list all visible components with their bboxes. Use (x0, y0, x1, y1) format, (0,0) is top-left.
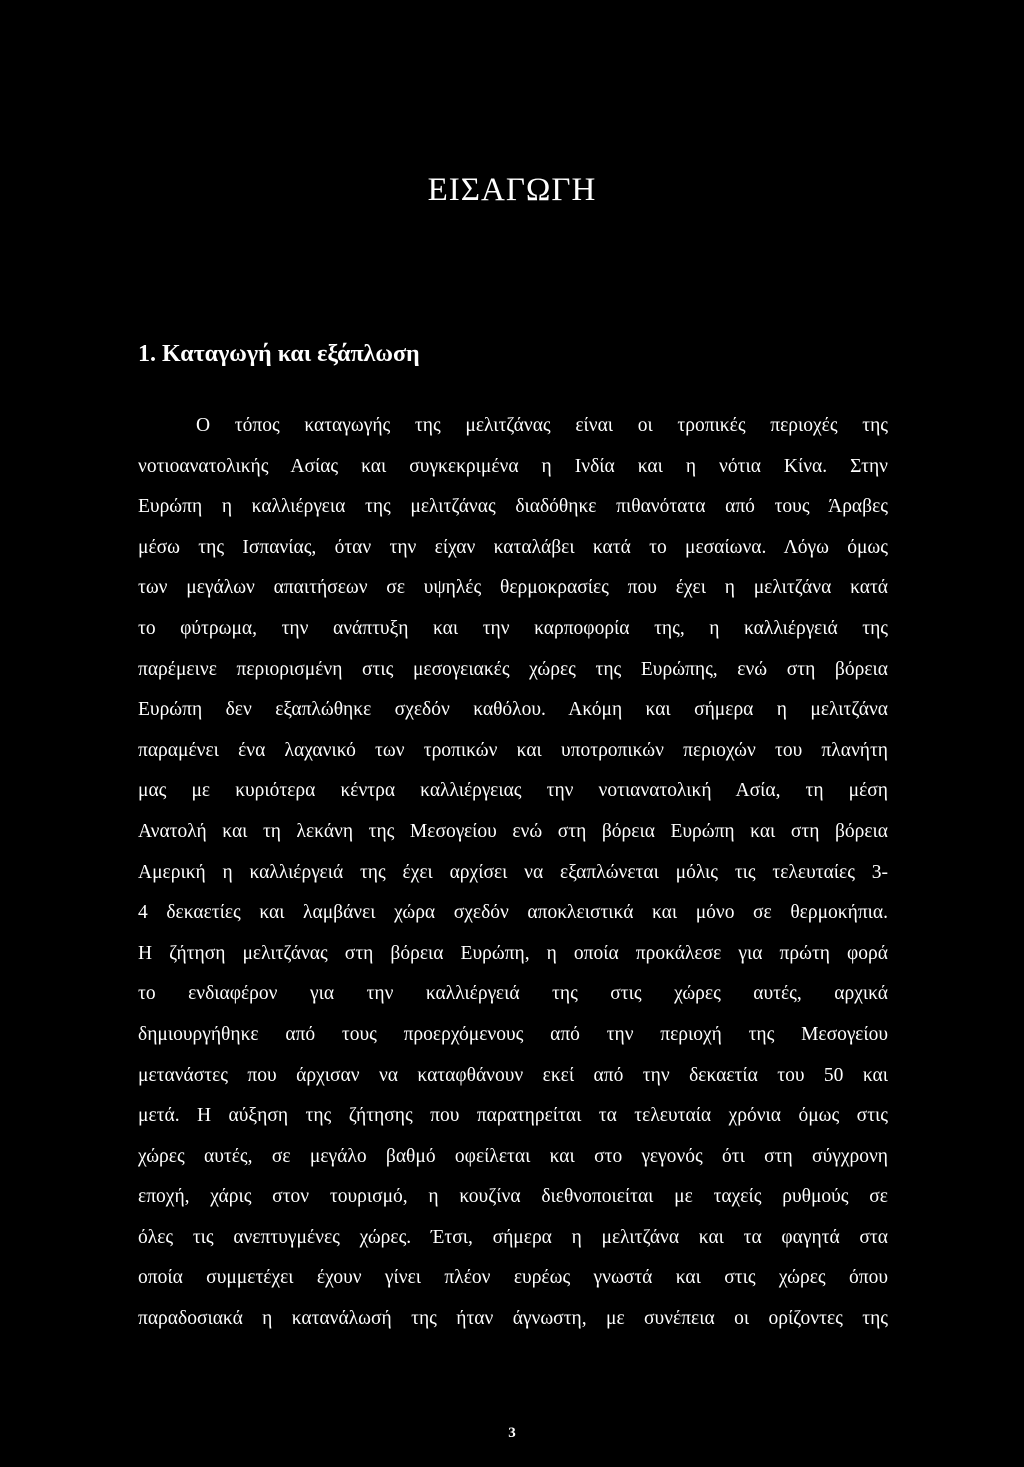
paragraph-line: των μεγάλων απαιτήσεων σε υψηλές θερμοκρασίες που έχει η μελιτζάνα κατά (138, 577, 888, 599)
paragraph-line: παραμένει ένα λαχανικό των τροπικών και υποτροπικών περιοχών του πλανήτη (138, 739, 888, 761)
paragraph-line: χώρες αυτές, σε μεγάλο βαθμό οφείλεται και στο γεγονός ότι στη σύγχρονη (138, 1145, 888, 1167)
paragraph-line: όλες τις ανεπτυγμένες χώρες. Έτσι, σήμερα η μελιτζάνα και τα φαγητά στα (138, 1226, 888, 1248)
paragraph-line: παραδοσιακά η κατανάλωσή της ήταν άγνωστη, με συνέπεια οι ορίζοντες της (138, 1308, 888, 1330)
paragraph-line: παρέμεινε περιορισμένη στις μεσογειακές χώρες της Ευρώπης, ενώ στη βόρεια (138, 658, 888, 680)
paragraph-line: οποία συμμετέχει έχουν γίνει πλέον ευρέως γνωστά και στις χώρες όπου (138, 1267, 888, 1289)
paragraph-line: μετά. Η αύξηση της ζήτησης που παρατηρείται τα τελευταία χρόνια όμως στις (138, 1105, 888, 1127)
paragraph-line: Ανατολή και τη λεκάνη της Μεσογείου ενώ στη βόρεια Ευρώπη και στη βόρεια (138, 820, 888, 842)
body-paragraph (138, 406, 888, 1340)
page-title: ΕΙΣΑΓΩΓΗ (427, 172, 597, 208)
paragraph-line: μέσω της Ισπανίας, όταν την είχαν καταλάβει κατά το μεσαίωνα. Λόγω όμως (138, 536, 888, 558)
paragraph-line: νοτιοανατολικής Ασίας και συγκεκριμένα η Ινδία και η νότια Κίνα. Στην (138, 455, 888, 477)
paragraph-line: εποχή, χάρις στον τουρισμό, η κουζίνα διεθνοποιείται με ταχείς ρυθμούς σε (138, 1186, 888, 1208)
paragraph-line: το ενδιαφέρον για την καλλιέργειά της στις χώρες αυτές, αρχικά (138, 983, 888, 1005)
page-number: 3 (508, 1425, 516, 1441)
paragraph-line: Ο τόπος καταγωγής της μελιτζάνας είναι οι τροπικές περιοχές της (196, 415, 888, 436)
paragraph-line: το φύτρωμα, την ανάπτυξη και την καρποφορία της, η καλλιέργειά της (138, 617, 888, 639)
paragraph-line: Ευρώπη η καλλιέργεια της μελιτζάνας διαδόθηκε πιθανότατα από τους Άραβες (138, 496, 888, 518)
paragraph-line: δημιουργήθηκε από τους προερχόμενους από την περιοχή της Μεσογείου (138, 1023, 888, 1045)
paragraph-line: 4 δεκαετίες και λαμβάνει χώρα σχεδόν αποκλειστικά και μόνο σε θερμοκήπια. (138, 902, 888, 924)
paragraph-line: Η ζήτηση μελιτζάνας στη βόρεια Ευρώπη, η οποία προκάλεσε για πρώτη φορά (138, 942, 888, 964)
paragraph-line: Αμερική η καλλιέργειά της έχει αρχίσει να εξαπλώνεται μόλις τις τελευταίες 3- (138, 861, 888, 883)
paragraph-line: Ευρώπη δεν εξαπλώθηκε σχεδόν καθόλου. Ακόμη και σήμερα η μελιτζάνα (138, 699, 888, 721)
paragraph-line: μετανάστες που άρχισαν να καταφθάνουν εκεί από την δεκαετία του 50 και (138, 1064, 888, 1086)
section-heading: 1. Καταγωγή και εξάπλωση (138, 341, 420, 367)
paragraph-line: μας με κυριότερα κέντρα καλλιέργειας την νοτιανατολική Ασία, τη μέση (138, 780, 888, 802)
